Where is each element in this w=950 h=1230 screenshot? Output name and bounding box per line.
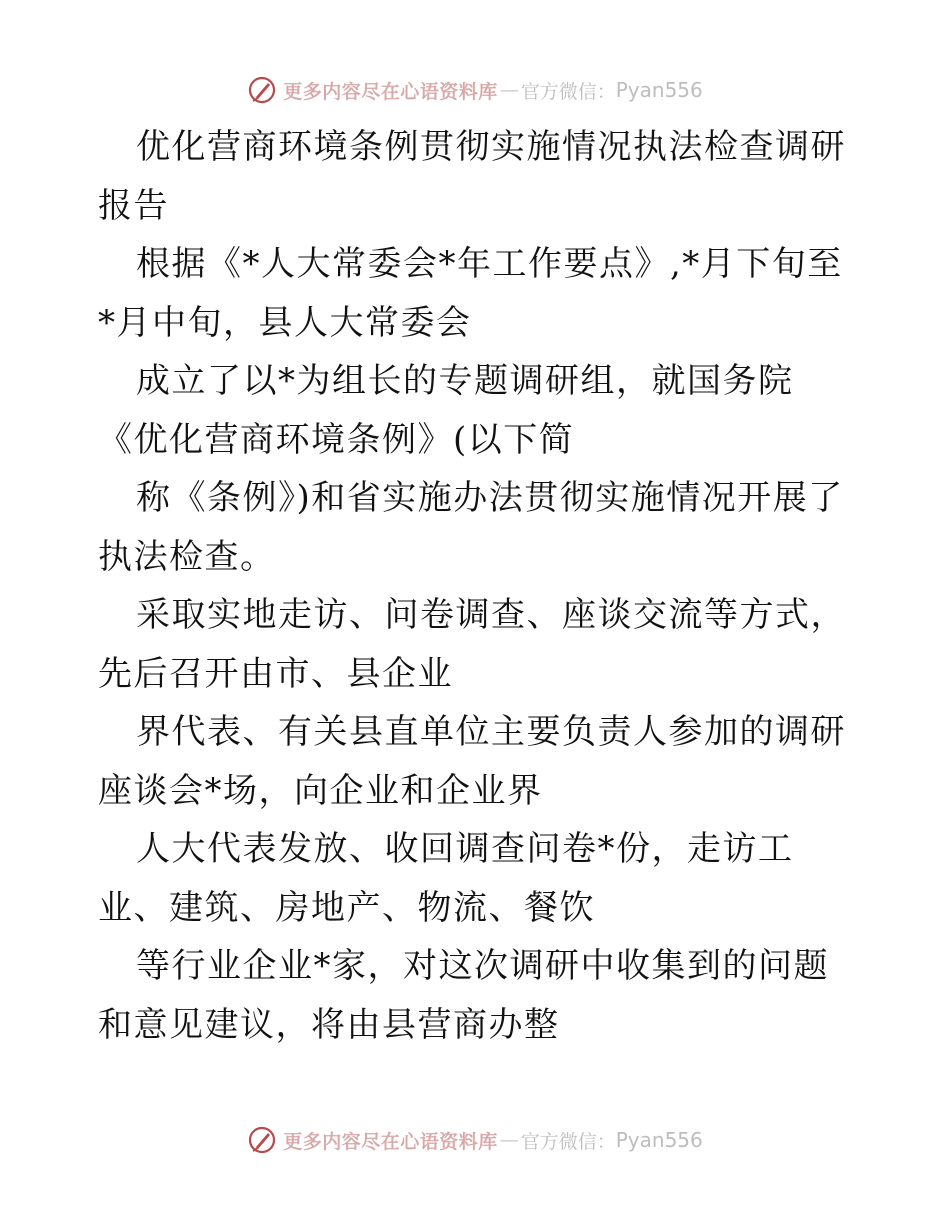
quill-logo-icon: [247, 1125, 277, 1155]
document-body: [98, 118, 858, 1054]
banner-dash: —: [499, 79, 519, 101]
paragraph: 等行业企业*家，对这次调研中收集到的问题和意见建议，将由县营商办整: [98, 946, 829, 1045]
footer-watermark: [0, 1122, 950, 1158]
banner-wechat-id: Pyan556: [615, 78, 703, 102]
banner-wechat-label: 官方微信：: [520, 80, 616, 103]
header-watermark: [0, 72, 950, 108]
banner-text: 更多内容尽在心语资料库: [283, 80, 498, 103]
document-title: 优化营商环境条例贯彻实施情况执法检查调研报告: [98, 127, 846, 226]
paragraph: 采取实地走访、问卷调查、座谈交流等方式，先后召开由市、县企业: [98, 595, 846, 694]
banner-text: 更多内容尽在心语资料库: [283, 1130, 498, 1153]
banner-wechat-id: Pyan556: [615, 1128, 703, 1152]
paragraph: 界代表、有关县直单位主要负责人参加的调研座谈会*场，向企业和企业界: [98, 712, 846, 811]
quill-logo-icon: [247, 75, 277, 105]
banner-wechat-label: 官方微信：: [520, 1130, 616, 1153]
paragraph: 根据《*人大常委会*年工作要点》,*月下旬至*月中旬，县人大常委会: [98, 244, 843, 343]
banner-dash: —: [499, 1129, 519, 1151]
paragraph: 成立了以*为组长的专题调研组，就国务院《优化营商环境条例》(以下简: [98, 361, 794, 460]
paragraph: 人大代表发放、收回调查问卷*份，走访工业、建筑、房地产、物流、餐饮: [98, 829, 794, 928]
paragraph: 称《条例》)和省实施办法贯彻实施情况开展了执法检查。: [98, 478, 844, 577]
